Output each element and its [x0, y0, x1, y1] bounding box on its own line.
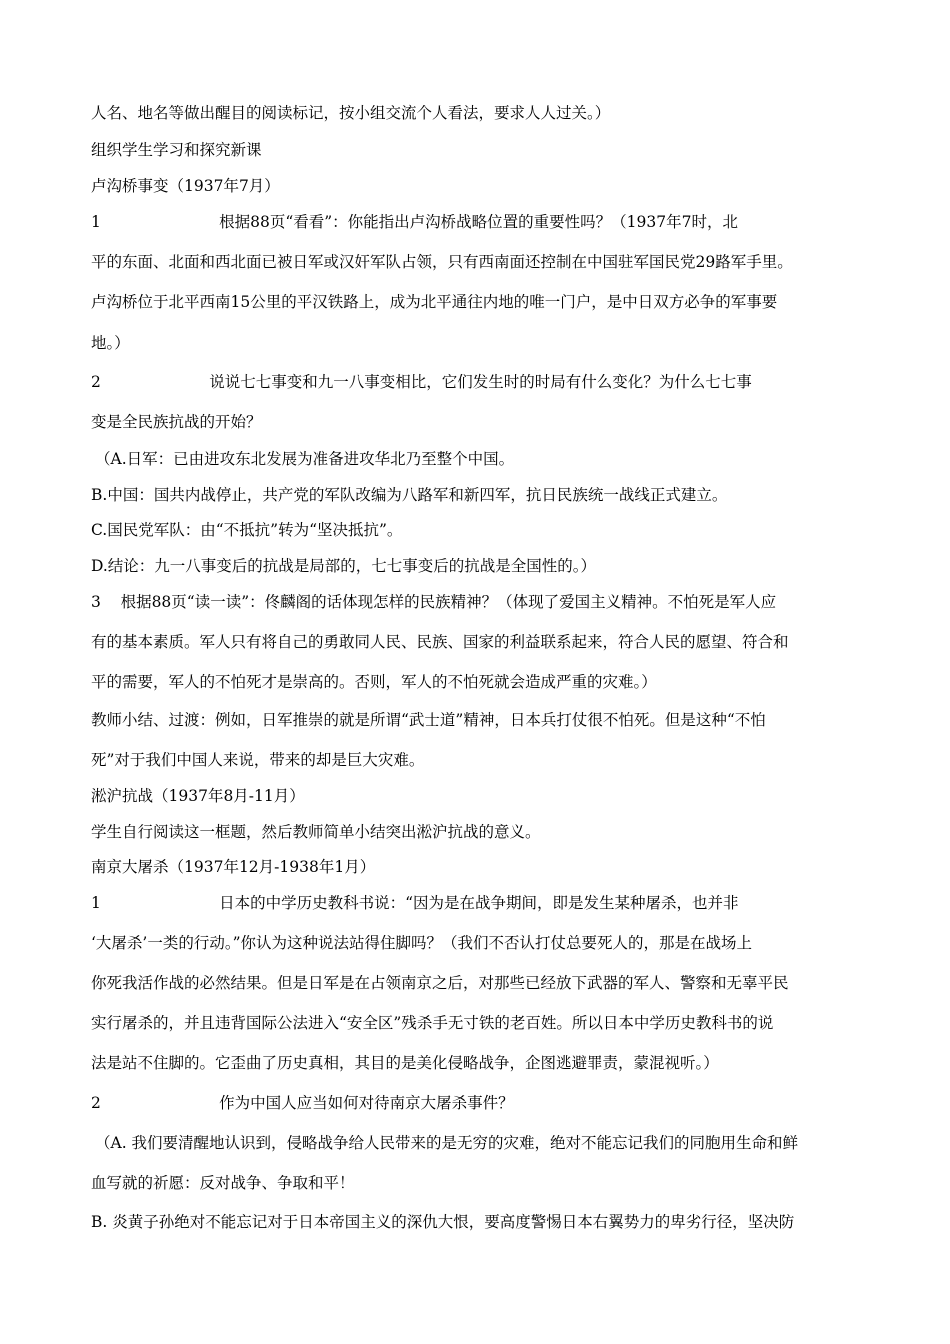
section-heading: 组织学生学习和探究新课 — [91, 141, 262, 159]
text-line: 有的基本素质。军人只有将自己的勇敢同人民、民族、国家的利益联系起来，符合人民的愿望、符合和 — [91, 633, 789, 651]
text-line: 死”对于我们中国人来说，带来的却是巨大灾难。 — [91, 751, 425, 769]
text-line: 地。） — [91, 334, 130, 352]
text-line: B.中国：国共内战停止，共产党的军队改编为八路军和新四军，抗日民族统一战线正式建立。 — [91, 486, 728, 504]
text-line: 人名、地名等做出醒目的阅读标记，按小组交流个人看法，要求人人过关。） — [91, 104, 611, 122]
text-line: 教师小结、过渡：例如，日军推崇的就是所谓“武士道”精神，日本兵打仗很不怕死。但是这种“不怕 — [91, 711, 766, 729]
text-line: 3 根据88页“读一读”：佟麟阁的话体现怎样的民族精神？（体现了爱国主义精神。不怕死是军人应 — [91, 593, 777, 611]
section-heading: 淞沪抗战（1937年8月-11月） — [91, 787, 305, 805]
text-line: （A. 我们要清醒地认识到，侵略战争给人民带来的是无穷的灾难，绝对不能忘记我们的同胞用生命和鲜 — [95, 1134, 799, 1152]
section-heading: 卢沟桥事变（1937年7月） — [91, 177, 280, 195]
text-line: C.国民党军队：由“不抵抗”转为“坚决抵抗”。 — [91, 521, 403, 539]
text-line: 2 作为中国人应当如何对待南京大屠杀事件？ — [91, 1094, 514, 1112]
text-line: 2 说说七七事变和九一八事变相比，它们发生时的时局有什么变化？为什么七七事 — [91, 373, 752, 391]
text-line: 实行屠杀的，并且违背国际公法进入“安全区”残杀手无寸铁的老百姓。所以日本中学历史教科书的说 — [91, 1014, 774, 1032]
text-line: 平的需要，军人的不怕死才是崇高的。否则，军人的不怕死就会造成严重的灾难。） — [91, 673, 657, 691]
text-line: B. 炎黄子孙绝对不能忘记对于日本帝国主义的深仇大恨，要高度警惕日本右翼势力的卑劣行径，坚决防 — [91, 1213, 795, 1231]
text-line: 卢沟桥位于北平西南15公里的平汉铁路上，成为北平通往内地的唯一门户，是中日双方必争的军事要 — [91, 293, 778, 311]
text-line: D.结论：九一八事变后的抗战是局部的，七七事变后的抗战是全国性的。） — [91, 557, 597, 575]
text-line: 1 根据88页“看看”：你能指出卢沟桥战略位置的重要性吗？（1937年7时，北 — [91, 213, 738, 231]
text-line: 1 日本的中学历史教科书说：“因为是在战争期间，即是发生某种屠杀，也并非 — [91, 894, 739, 912]
text-line: 学生自行阅读这一框题，然后教师简单小结突出淞沪抗战的意义。 — [91, 823, 541, 841]
text-line: ‘大屠杀’一类的行动。”你认为这种说法站得住脚吗？（我们不否认打仗总要死人的，那是在战场上 — [91, 934, 753, 952]
text-line: 平的东面、北面和西北面已被日军或汉奸军队占领，只有西南面还控制在中国驻军国民党29路军手里。 — [91, 253, 793, 271]
section-heading: 南京大屠杀（1937年12月-1938年1月） — [91, 858, 376, 876]
text-line: 血写就的祈愿：反对战争、争取和平！ — [91, 1174, 355, 1192]
text-line: 法是站不住脚的。它歪曲了历史真相，其目的是美化侵略战争，企图逃避罪责，蒙混视听。） — [91, 1054, 719, 1072]
text-line: 变是全民族抗战的开始？ — [91, 413, 262, 431]
text-line: （A.日军：已由进攻东北发展为准备进攻华北乃至整个中国。 — [95, 450, 515, 468]
text-line: 你死我活作战的必然结果。但是日军是在占领南京之后，对那些已经放下武器的军人、警察和无辜平民 — [91, 974, 789, 992]
